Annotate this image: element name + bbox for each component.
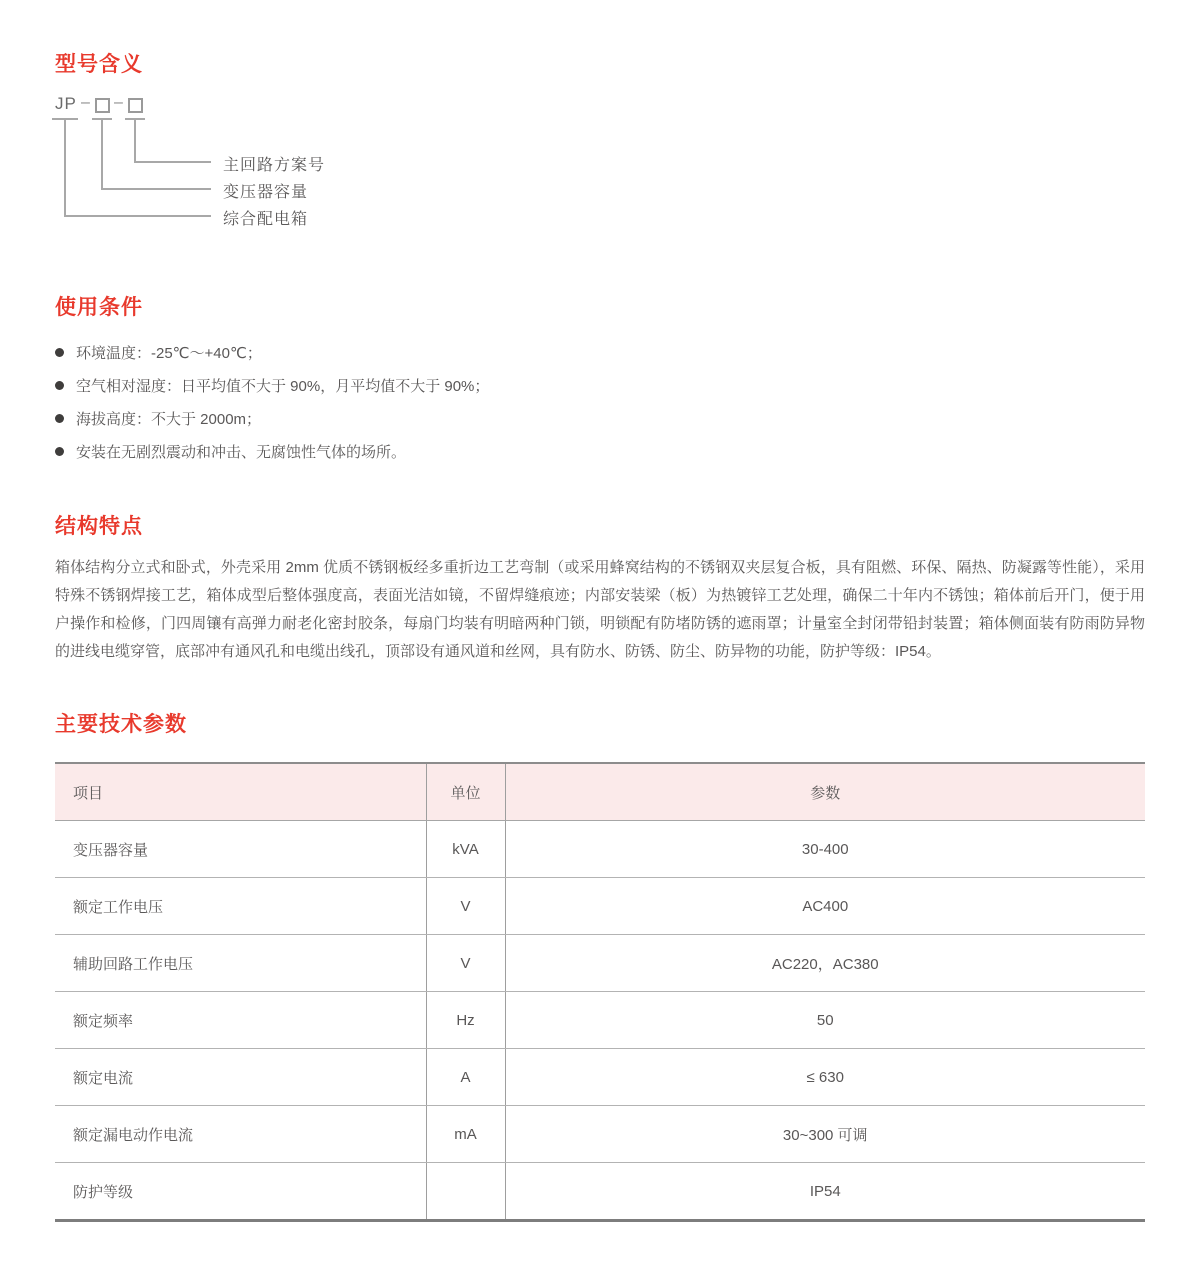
table-row bbox=[55, 1106, 1145, 1163]
diagram-connector-line bbox=[135, 161, 211, 163]
table-header-row bbox=[55, 763, 1145, 821]
cell-item: 额定电流 bbox=[55, 1049, 426, 1106]
model-code-box bbox=[128, 98, 143, 113]
list-item-text: 安装在无剧烈震动和冲击、无腐蚀性气体的场所。 bbox=[76, 444, 407, 461]
cell-unit: mA bbox=[426, 1106, 505, 1163]
list-item-text: 环境温度：-25℃～+40℃； bbox=[76, 345, 262, 362]
list-item-text: 空气相对湿度：日平均值不大于 90%，月平均值不大于 90%； bbox=[76, 378, 490, 395]
list-item bbox=[55, 343, 1145, 362]
model-code-box bbox=[95, 98, 110, 113]
cell-value: 50 bbox=[505, 992, 1145, 1049]
cell-item: 防护等级 bbox=[55, 1163, 426, 1221]
diagram-connector-line bbox=[102, 188, 211, 190]
bullet-icon bbox=[55, 447, 64, 456]
model-code-label-box: 综合配电箱 bbox=[223, 211, 309, 228]
cell-value: AC400 bbox=[505, 878, 1145, 935]
section-title-model-meaning: 型号含义 bbox=[55, 53, 143, 76]
table-row bbox=[55, 1163, 1145, 1221]
cell-unit: V bbox=[426, 935, 505, 992]
usage-conditions-list bbox=[55, 343, 1145, 461]
cell-value: ≤ 630 bbox=[505, 1049, 1145, 1106]
model-code-dash: – bbox=[81, 94, 90, 111]
structure-features-paragraph: 箱体结构分立式和卧式，外壳采用 2mm 优质不锈钢板经多重折边工艺弯制（或采用蜂窝结构的不锈钢双夹层复合板，具有阻燃、环保、隔热、防凝露等性能），采用特殊不锈钢焊接工艺，箱体成型后整体强度高，表面光洁如镜，不留焊缝痕迹；内部安装梁（板）为热镀锌工艺处理，确保二十年内不锈蚀；箱体前后开门，便于用户操作和检修，门四周镶有高弹力耐老化密封胶条，每扇门均装有明暗两种门锁，明锁配有防堵防锈的遮雨罩；计量室全封闭带铅封装置；箱体侧面装有防雨防异物的进线电缆穿管，底部冲有通风孔和电缆出线孔，顶部设有通风道和丝网，具有防水、防锈、防尘、防异物的功能，防护等级：IP54。 bbox=[55, 559, 1145, 660]
diagram-connector-line bbox=[134, 118, 136, 163]
section-title-tech-params: 主要技术参数 bbox=[55, 713, 187, 736]
column-header-value: 参数 bbox=[505, 763, 1145, 821]
table-row bbox=[55, 992, 1145, 1049]
list-item bbox=[55, 442, 1145, 461]
cell-value: 30~300 可调 bbox=[505, 1106, 1145, 1163]
cell-item: 变压器容量 bbox=[55, 821, 426, 878]
cell-unit: A bbox=[426, 1049, 505, 1106]
model-code-label-capacity: 变压器容量 bbox=[223, 184, 309, 201]
bullet-icon bbox=[55, 348, 64, 357]
diagram-connector-line bbox=[65, 215, 211, 217]
column-header-unit: 单位 bbox=[426, 763, 505, 821]
model-code-dash: – bbox=[114, 94, 123, 111]
cell-item: 额定工作电压 bbox=[55, 878, 426, 935]
model-code-diagram bbox=[55, 96, 1145, 236]
table-row bbox=[55, 878, 1145, 935]
model-code-prefix: JP bbox=[55, 94, 77, 113]
list-item bbox=[55, 409, 1145, 428]
cell-unit: Hz bbox=[426, 992, 505, 1049]
cell-unit bbox=[426, 1163, 505, 1221]
cell-value: AC220，AC380 bbox=[505, 935, 1145, 992]
cell-value: IP54 bbox=[505, 1163, 1145, 1221]
cell-value: 30-400 bbox=[505, 821, 1145, 878]
bullet-icon bbox=[55, 414, 64, 423]
model-code-label-scheme: 主回路方案号 bbox=[223, 157, 326, 174]
cell-unit: V bbox=[426, 878, 505, 935]
diagram-connector-line bbox=[101, 118, 103, 190]
diagram-connector-line bbox=[64, 118, 66, 217]
table-row bbox=[55, 935, 1145, 992]
tech-params-table bbox=[55, 762, 1145, 1222]
section-title-usage-conditions: 使用条件 bbox=[55, 296, 143, 319]
list-item bbox=[55, 376, 1145, 395]
cell-unit: kVA bbox=[426, 821, 505, 878]
column-header-item: 项目 bbox=[55, 763, 426, 821]
cell-item: 额定漏电动作电流 bbox=[55, 1106, 426, 1163]
table-row bbox=[55, 821, 1145, 878]
bullet-icon bbox=[55, 381, 64, 390]
cell-item: 辅助回路工作电压 bbox=[55, 935, 426, 992]
cell-item: 额定频率 bbox=[55, 992, 426, 1049]
table-row bbox=[55, 1049, 1145, 1106]
list-item-text: 海拔高度：不大于 2000m； bbox=[76, 411, 262, 428]
section-title-structure-features: 结构特点 bbox=[55, 515, 143, 538]
